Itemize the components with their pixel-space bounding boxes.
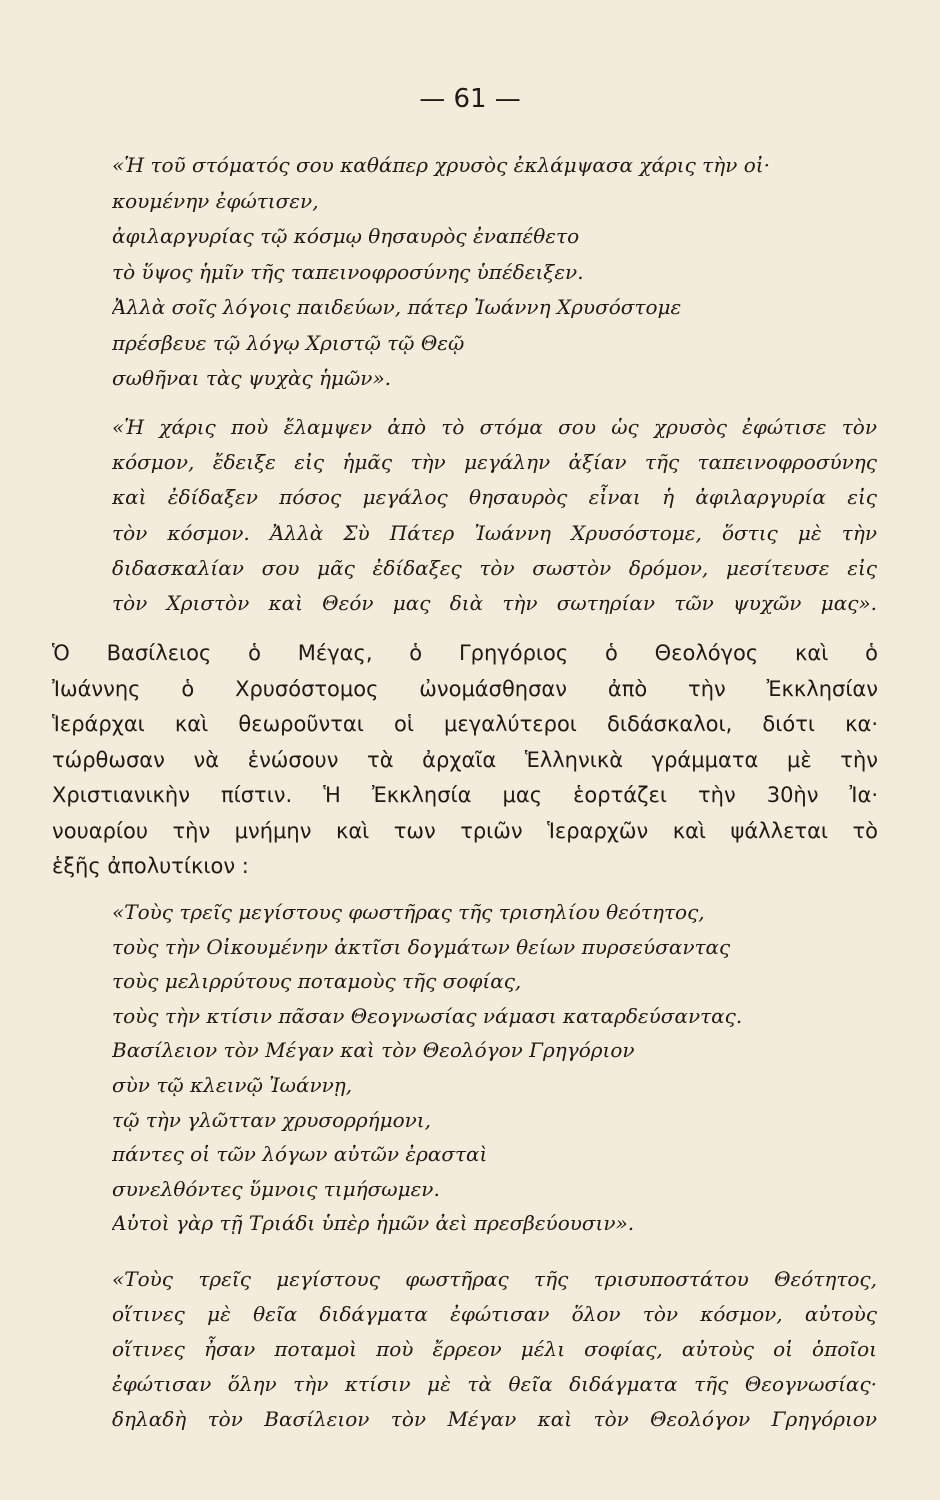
text-line: σωθῆναι τὰς ψυχὰς ἡμῶν». [112, 366, 392, 390]
text-line: καὶ ἐδίδαξεν πόσος μεγάλος θησαυρὸς εἶναι ἡ ἀφιλαργυρία εἰς [112, 485, 877, 510]
text-line: Αὐτοὶ γὰρ τῇ Τριάδι ὑπὲρ ἡμῶν ἀεὶ πρεσβεύουσιν». [112, 1211, 635, 1236]
text-line: Ὁ Βασίλειος ὁ Μέγας, ὁ Γρηγόριος ὁ Θεολόγος καὶ ὁ [52, 641, 878, 665]
text-line: τὸν Χριστὸν καὶ Θεόν μας διὰ τὴν σωτηρίαν τῶν ψυχῶν μας». [112, 590, 877, 615]
text-line: πρέσβευε τῷ λόγῳ Χριστῷ τῷ Θεῷ [112, 330, 465, 355]
text-line: Χριστιανικὴν πίστιν. Ἡ Ἐκκλησία μας ἑορτάζει τὴν 30ὴν Ἰα· [52, 783, 878, 807]
text-line: δηλαδὴ τὸν Βασίλειον τὸν Μέγαν καὶ τὸν Θεολόγον Γρηγόριον [112, 1407, 877, 1431]
body-paragraph [52, 636, 878, 885]
text-line: διδασκαλίαν σου μᾶς ἐδίδαξες τὸν σωστὸν δρόμον, μεσίτευσε εἰς [112, 555, 877, 580]
text-line: κόσμον, ἔδειξε εἰς ἡμᾶς τὴν μεγάλην ἀξίαν τῆς ταπεινοφροσύνης [112, 450, 877, 475]
text-line: τοὺς μελιρρύτους ποταμοὺς τῆς σοφίας, [112, 969, 522, 994]
page-number: — 61 — [419, 84, 521, 114]
text-line: Ἀλλὰ σοῖς λόγοις παιδεύων, πάτερ Ἰωάννη Χρυσόστομε [112, 295, 682, 319]
paraphrase-block-1 [112, 410, 877, 621]
text-line: πάντες οἱ τῶν λόγων αὐτῶν ἐρασταὶ [112, 1142, 488, 1167]
text-line: «Ἡ χάρις ποὺ ἔλαμψεν ἀπὸ τὸ στόμα σου ὡς χρυσὸς ἐφώτισε τὸν [112, 415, 877, 439]
text-line: Βασίλειον τὸν Μέγαν καὶ τὸν Θεολόγον Γρηγόριον [112, 1038, 635, 1063]
text-line: τώρθωσαν νὰ ἑνώσουν τὰ ἀρχαῖα Ἑλληνικὰ γράμματα μὲ τὴν [52, 747, 878, 772]
text-line: «Ἡ τοῦ στόματός σου καθάπερ χρυσὸς ἐκλάμψασα χάρις τὴν οἰ· [112, 153, 770, 177]
paraphrase-block-2 [112, 1262, 877, 1437]
text-line: ἐφώτισαν ὅλην τὴν κτίσιν μὲ τὰ θεῖα διδάγματα τῆς Θεογνωσίας· [112, 1372, 877, 1396]
text-line: τῷ τὴν γλῶτταν χρυσορρήμονι, [112, 1107, 432, 1132]
text-line: νουαρίου τὴν μνήμην καὶ των τριῶν Ἱεραρχῶν καὶ ψάλλεται τὸ [52, 818, 878, 843]
text-line: ἀφιλαργυρίας τῷ κόσμῳ θησαυρὸς ἐναπέθετο [112, 224, 580, 248]
text-line: συνελθόντες ὕμνοις τιμήσωμεν. [112, 1176, 440, 1201]
text-line: οἵτινες μὲ θεῖα διδάγματα ἐφώτισαν ὅλον τὸν κόσμον, αὐτοὺς [112, 1302, 877, 1326]
text-line: Ἱεράρχαι καὶ θεωροῦνται οἱ μεγαλύτεροι διδάσκαλοι, διότι κα· [52, 712, 878, 736]
text-line: Ἰωάννης ὁ Χρυσόστομος ὠνομάσθησαν ἀπὸ τὴν Ἐκκλησίαν [52, 676, 878, 701]
text-line: κουμένην ἐφώτισεν, [112, 188, 319, 213]
hymn-block-1 [112, 148, 877, 397]
text-line: τοὺς τὴν κτίσιν πᾶσαν Θεογνωσίας νάμασι καταρδεύσαντας. [112, 1003, 743, 1028]
text-line: οἵτινες ἦσαν ποταμοὶ ποὺ ἔρρεον μέλι σοφίας, αὐτοὺς οἱ ὁποῖοι [112, 1337, 877, 1361]
text-line: τοὺς τὴν Οἰκουμένην ἀκτῖσι δογμάτων θείων πυρσεύσαντας [112, 934, 731, 959]
text-line: «Τοὺς τρεῖς μεγίστους φωστῆρας τῆς τρισυποστάτου Θεότητος, [112, 1267, 877, 1291]
text-line: «Τοὺς τρεῖς μεγίστους φωστῆρας τῆς τρισηλίου θεότητος, [112, 900, 705, 924]
text-line: τὸ ὕψος ἡμῖν τῆς ταπεινοφροσύνης ὑπέδειξεν. [112, 259, 584, 284]
hymn-block-2 [112, 895, 877, 1241]
text-line: σὺν τῷ κλεινῷ Ἰωάννῃ, [112, 1072, 353, 1097]
text-line: ἑξῆς ἀπολυτίκιον : [52, 854, 249, 878]
text-line: τὸν κόσμον. Ἀλλὰ Σὺ Πάτερ Ἰωάννη Χρυσόστομε, ὅστις μὲ τὴν [112, 520, 877, 545]
